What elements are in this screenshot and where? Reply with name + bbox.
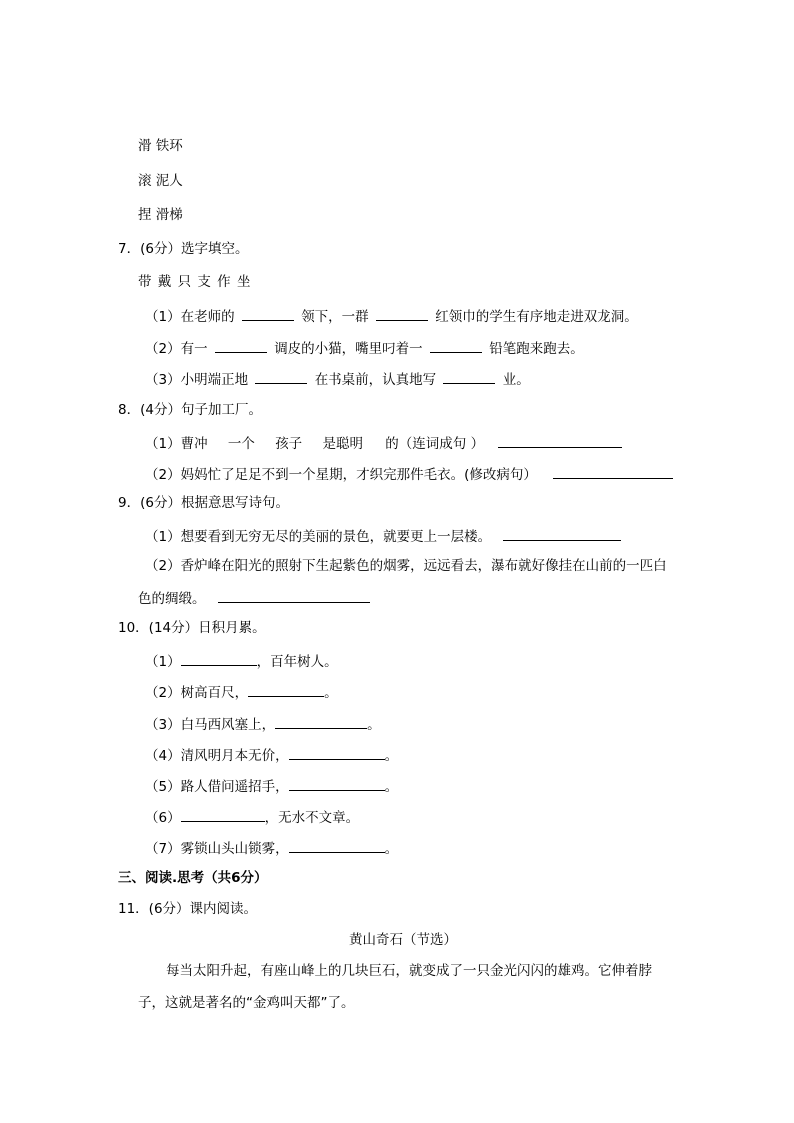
q8-sentence-1 xyxy=(145,433,625,453)
q7-sentence-2 xyxy=(145,338,584,358)
q10-item xyxy=(145,776,398,796)
q10-item-pre: （2）树高百尺， xyxy=(145,685,249,701)
q10-item-post: ，无水不文章。 xyxy=(264,810,360,826)
q7-s1-text-a: （1）在老师的 xyxy=(145,309,235,325)
q10-item-post: 。 xyxy=(384,841,399,857)
q9-sentence-2b xyxy=(138,588,373,608)
passage-title: 黄山奇石（节选） xyxy=(349,932,457,948)
answer-blank[interactable] xyxy=(275,714,367,729)
q7-s1-text-b: 领下，一群 xyxy=(301,309,369,325)
q9-s1-text: （1）想要看到无穷无尽的美丽的景色，就要更上一层楼。 xyxy=(145,529,492,545)
q8-word: 孩子 xyxy=(275,436,303,452)
answer-blank[interactable] xyxy=(218,588,370,603)
list-item: 滚 泥人 xyxy=(138,173,183,189)
answer-blank[interactable] xyxy=(215,338,267,353)
q7-s2-text-a: （2）有一 xyxy=(145,341,208,357)
q10-item-pre: （5）路人借问遥招手， xyxy=(145,779,289,795)
q7-s3-text-a: （3）小明端正地 xyxy=(145,372,249,388)
question-7-title: 7．(6分）选字填空。 xyxy=(118,241,249,257)
answer-blank[interactable] xyxy=(181,807,265,822)
answer-blank[interactable] xyxy=(553,464,673,479)
question-11-title: 11．(6分）课内阅读。 xyxy=(118,901,258,917)
passage-paragraph: 每当太阳升起，有座山峰上的几块巨石，就变成了一只金光闪闪的雄鸡。它伸着脖 xyxy=(166,963,652,979)
q9-s2b-text: 色的绸缎。 xyxy=(138,591,206,607)
q10-item-post: ，百年树人。 xyxy=(256,654,338,670)
question-8-title: 8．(4分）句子加工厂。 xyxy=(118,402,262,418)
q7-s2-text-b: 调皮的小猫，嘴里叼着一 xyxy=(274,341,423,357)
q8-word: 的（连词成句 ） xyxy=(385,436,485,452)
passage-paragraph: 子，这就是著名的“金鸡叫天都”了。 xyxy=(138,995,355,1011)
q10-item-post: 。 xyxy=(384,748,399,764)
q10-item-post: 。 xyxy=(384,779,399,795)
list-item: 滑 铁环 xyxy=(138,138,183,154)
question-10-title: 10．(14分）日积月累。 xyxy=(118,620,266,636)
answer-blank[interactable] xyxy=(289,838,385,853)
list-item: 捏 滑梯 xyxy=(138,207,183,223)
answer-blank[interactable] xyxy=(430,338,482,353)
q8-word: 一个 xyxy=(227,436,255,452)
q10-item xyxy=(145,651,338,671)
answer-blank[interactable] xyxy=(242,306,294,321)
q7-sentence-1 xyxy=(145,306,638,326)
section-heading: 三、阅读.思考（共6分） xyxy=(118,870,268,886)
q9-sentence-1 xyxy=(145,526,624,546)
q10-item-post: 。 xyxy=(324,685,338,701)
q10-item-pre: （7）雾锁山头山锁雾， xyxy=(145,841,289,857)
q10-item-pre: （6） xyxy=(145,810,181,826)
q7-options: 带 戴 只 支 作 坐 xyxy=(138,274,252,290)
q10-item xyxy=(145,838,398,858)
answer-blank[interactable] xyxy=(289,776,385,791)
q10-item-pre: （3）白马西风塞上， xyxy=(145,717,276,733)
q10-item-pre: （1） xyxy=(145,654,181,670)
q7-s2-text-c: 铅笔跑来跑去。 xyxy=(489,341,584,357)
q10-item xyxy=(145,745,398,765)
q7-s3-text-c: 业。 xyxy=(502,372,530,388)
q7-s3-text-b: 在书桌前，认真地写 xyxy=(314,372,437,388)
q9-sentence-2a: （2）香炉峰在阳光的照射下生起紫色的烟雾，远远看去，瀑布就好像挂在山前的一匹白 xyxy=(145,558,667,574)
q7-s1-text-c: 红领巾的学生有序地走进双龙洞。 xyxy=(435,309,638,325)
question-9-title: 9．(6分）根据意思写诗句。 xyxy=(118,495,289,511)
answer-blank[interactable] xyxy=(248,682,324,697)
q8-word: 是聪明 xyxy=(322,436,363,452)
answer-blank[interactable] xyxy=(503,526,621,541)
q10-item xyxy=(145,807,359,827)
q10-item-pre: （4）清风明月本无价， xyxy=(145,748,289,764)
answer-blank[interactable] xyxy=(255,369,307,384)
q8-word: （1）曹冲 xyxy=(145,436,208,452)
answer-blank[interactable] xyxy=(443,369,495,384)
answer-blank[interactable] xyxy=(498,433,622,448)
answer-blank[interactable] xyxy=(289,745,385,760)
q8-s2-text: （2）妈妈忙了足足不到一个星期，才织完那件毛衣。(修改病句） xyxy=(145,467,537,483)
q8-sentence-2 xyxy=(145,464,676,484)
answer-blank[interactable] xyxy=(181,651,257,666)
q10-item xyxy=(145,682,338,702)
q10-item xyxy=(145,714,381,734)
q10-item-post: 。 xyxy=(367,717,381,733)
answer-blank[interactable] xyxy=(376,306,428,321)
q7-sentence-3 xyxy=(145,369,530,389)
